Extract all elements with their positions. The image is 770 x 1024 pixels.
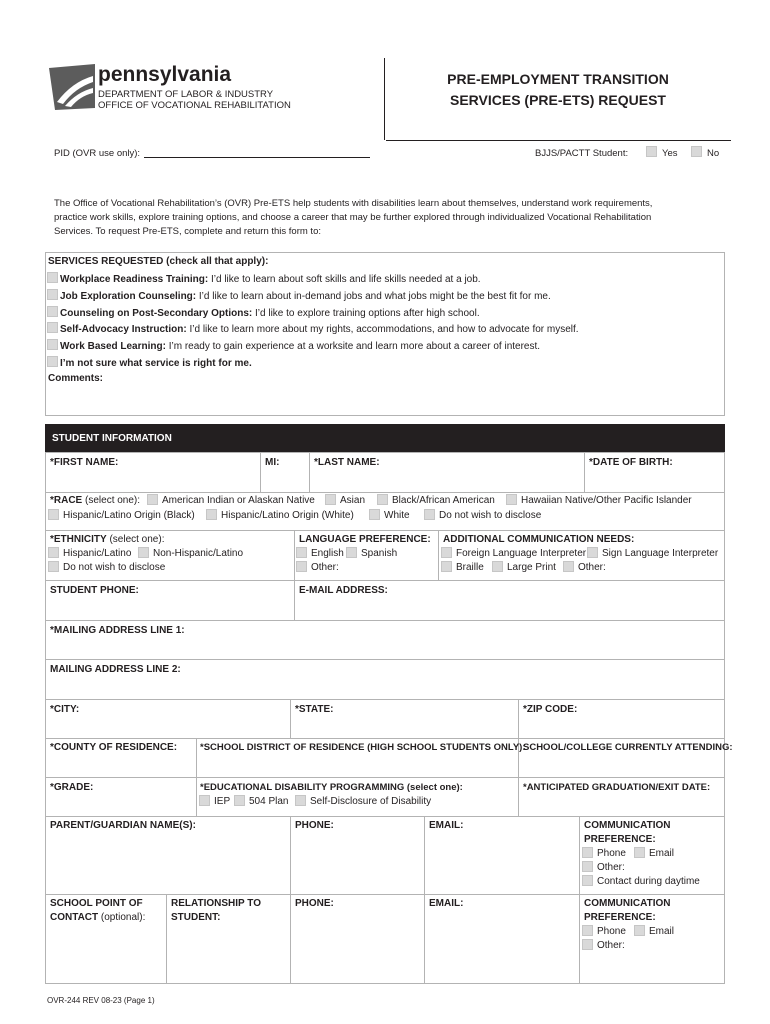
grid-line — [45, 894, 725, 895]
ethnicity-note: (select one): — [106, 534, 165, 545]
ethnicity-option: Non-Hispanic/Latino — [153, 548, 244, 559]
edu-checkbox-iep[interactable] — [199, 795, 210, 806]
ethnicity-checkbox-non-hispanic[interactable] — [138, 547, 149, 558]
relationship-label-2: STUDENT: — [171, 912, 221, 923]
bjjs-no-checkbox[interactable] — [691, 146, 702, 157]
grid-line — [424, 816, 425, 984]
service-checkbox[interactable] — [47, 356, 58, 367]
grid-line — [45, 816, 725, 817]
service-item-work-based[interactable] — [47, 339, 540, 353]
grid-line — [45, 620, 725, 621]
comm-option: Foreign Language Interpreter — [456, 548, 587, 559]
grid-line — [45, 580, 725, 581]
county-label: *COUNTY OF RESIDENCE: — [50, 742, 178, 753]
race-label: *RACE — [50, 495, 83, 506]
edu-option: Self-Disclosure of Disability — [310, 796, 432, 807]
race-option: Do not wish to disclose — [439, 510, 542, 521]
grid-line — [45, 738, 725, 739]
parent-phone-label: PHONE: — [295, 820, 334, 831]
parent-pref-daytime-checkbox[interactable] — [582, 875, 593, 886]
grid-line — [166, 894, 167, 984]
service-name: Work Based Learning: — [60, 341, 166, 352]
language-checkbox-other[interactable] — [296, 561, 307, 572]
parent-pref-daytime: Contact during daytime — [597, 876, 700, 887]
parent-pref-email: Email — [649, 848, 675, 859]
pa-logo — [47, 62, 97, 112]
service-item-self-advocacy[interactable] — [47, 322, 579, 336]
race-checkbox-american-indian[interactable] — [147, 494, 158, 505]
ethnicity-option: Hispanic/Latino — [63, 548, 132, 559]
ethnicity-label: *ETHNICITY — [50, 534, 107, 545]
parent-comm-pref-label-2: PREFERENCE: — [584, 834, 656, 845]
school-contact-note: (optional): — [98, 912, 146, 923]
race-option: Hawaiian Native/Other Pacific Islander — [521, 495, 692, 506]
department-line-2: OFFICE OF VOCATIONAL REHABILITATION — [98, 100, 291, 111]
service-item-job-exploration[interactable] — [47, 289, 551, 303]
comm-checkbox-large-print[interactable] — [492, 561, 503, 572]
contact-pref-other: Other: — [597, 940, 625, 951]
city-label: *CITY: — [50, 704, 80, 715]
edu-option: IEP — [214, 796, 231, 807]
race-checkbox-black[interactable] — [377, 494, 388, 505]
grid-line — [45, 492, 725, 493]
race-row — [50, 495, 140, 507]
grid-line — [45, 777, 725, 778]
edu-label: *EDUCATIONAL DISABILITY PROGRAMMING (select one): — [200, 782, 463, 793]
bjjs-yes-label: Yes — [662, 148, 678, 159]
relationship-label-1: RELATIONSHIP TO — [171, 898, 262, 909]
race-checkbox-hawaiian[interactable] — [506, 494, 517, 505]
student-email-label: E-MAIL ADDRESS: — [299, 585, 388, 596]
parent-pref-phone-checkbox[interactable] — [582, 847, 593, 858]
school-label: SCHOOL/COLLEGE CURRENTLY ATTENDING: — [523, 742, 733, 753]
parent-pref-phone: Phone — [597, 848, 626, 859]
service-name: Self-Advocacy Instruction: — [60, 324, 187, 335]
grad-date-label: *ANTICIPATED GRADUATION/EXIT DATE: — [523, 782, 711, 793]
edu-option: 504 Plan — [249, 796, 289, 807]
contact-pref-phone-checkbox[interactable] — [582, 925, 593, 936]
race-option: White — [384, 510, 410, 521]
parent-label: PARENT/GUARDIAN NAME(S): — [50, 820, 196, 831]
service-name: Workplace Readiness Training: — [60, 274, 209, 285]
school-contact-label-1: SCHOOL POINT OF — [50, 898, 143, 909]
language-option: Spanish — [361, 548, 398, 559]
address2-label: MAILING ADDRESS LINE 2: — [50, 664, 181, 675]
parent-email-label: EMAIL: — [429, 820, 464, 831]
contact-phone-label: PHONE: — [295, 898, 334, 909]
form-title-line-1: PRE-EMPLOYMENT TRANSITION — [447, 71, 669, 87]
race-checkbox-no-disclose[interactable] — [424, 509, 435, 520]
comm-checkbox-braille[interactable] — [441, 561, 452, 572]
race-option: Hispanic/Latino Origin (White) — [221, 510, 354, 521]
race-option: Hispanic/Latino Origin (Black) — [63, 510, 195, 521]
address1-label: *MAILING ADDRESS LINE 1: — [50, 625, 185, 636]
department-line-1: DEPARTMENT OF LABOR & INDUSTRY — [98, 89, 274, 100]
ethnicity-checkbox-hispanic[interactable] — [48, 547, 59, 558]
grid-line — [518, 699, 519, 816]
comm-needs-label: ADDITIONAL COMMUNICATION NEEDS: — [443, 534, 635, 545]
ethnicity-row — [50, 534, 164, 546]
grid-line — [45, 659, 725, 660]
comm-checkbox-other[interactable] — [563, 561, 574, 572]
last-name-label: *LAST NAME: — [314, 457, 380, 468]
brand-name: pennsylvania — [98, 63, 232, 86]
ethnicity-checkbox-no-disclose[interactable] — [48, 561, 59, 572]
comm-option: Braille — [456, 562, 484, 573]
form-code: OVR-244 REV 08-23 (Page 1) — [47, 996, 155, 1005]
race-note: (select one): — [82, 495, 141, 506]
parent-pref-other-checkbox[interactable] — [582, 861, 593, 872]
service-item-workplace[interactable] — [47, 272, 481, 286]
parent-pref-other: Other: — [597, 862, 625, 873]
contact-email-label: EMAIL: — [429, 898, 464, 909]
language-option: Other: — [311, 562, 339, 573]
service-checkbox[interactable] — [47, 339, 58, 350]
grid-line — [294, 530, 295, 620]
service-desc: I’m ready to gain experience at a worksite and learn more about a career of interest. — [168, 341, 541, 352]
grade-label: *GRADE: — [50, 782, 94, 793]
service-checkbox[interactable] — [47, 322, 58, 333]
comm-option: Sign Language Interpreter — [602, 548, 719, 559]
service-item-not-sure[interactable] — [47, 356, 252, 370]
race-option: Asian — [340, 495, 366, 506]
service-name: I’m not sure what service is right for me. — [60, 358, 252, 369]
edu-checkbox-504[interactable] — [234, 795, 245, 806]
service-desc: I’d like to explore training options after high school. — [255, 308, 480, 319]
comments-label: Comments: — [48, 373, 104, 384]
intro-line-1: The Office of Vocational Rehabilitation’s (OVR) Pre-ETS help students with disabilities learn about themselves, understand work requirements, — [54, 198, 653, 209]
grid-line — [290, 699, 291, 738]
state-label: *STATE: — [295, 704, 334, 715]
race-option: American Indian or Alaskan Native — [162, 495, 315, 506]
service-checkbox[interactable] — [47, 306, 58, 317]
grid-line — [438, 530, 439, 580]
bjjs-label: BJJS/PACTT Student: — [535, 148, 629, 159]
form-title-line-2: SERVICES (PRE-ETS) REQUEST — [449, 92, 666, 108]
grid-line — [309, 452, 310, 492]
service-item-post-secondary[interactable] — [47, 306, 480, 320]
parent-comm-pref-label-1: COMMUNICATION — [584, 820, 671, 831]
grid-line — [584, 452, 585, 492]
header-divider — [384, 58, 385, 140]
ethnicity-option: Do not wish to disclose — [63, 562, 166, 573]
pid-field[interactable] — [144, 146, 370, 158]
intro-paragraph — [54, 197, 652, 239]
service-desc: I’d like to learn about soft skills and life skills needed at a job. — [210, 274, 481, 285]
header-rule — [386, 140, 731, 141]
comm-checkbox-foreign[interactable] — [441, 547, 452, 558]
race-checkbox-hispanic-black[interactable] — [48, 509, 59, 520]
first-name-label: *FIRST NAME: — [50, 457, 119, 468]
student-phone-label: STUDENT PHONE: — [50, 585, 139, 596]
student-section-title: STUDENT INFORMATION — [52, 433, 172, 444]
dob-label: *DATE OF BIRTH: — [589, 457, 673, 468]
contact-comm-pref-label-1: COMMUNICATION — [584, 898, 671, 909]
service-desc: I’d like to learn more about my rights, accommodations, and how to advocate for myself. — [189, 324, 579, 335]
contact-pref-other-checkbox[interactable] — [582, 939, 593, 950]
comm-option: Other: — [578, 562, 606, 573]
comments-field[interactable] — [48, 386, 722, 414]
edu-checkbox-self-disclosure[interactable] — [295, 795, 306, 806]
service-name: Counseling on Post-Secondary Options: — [60, 308, 253, 319]
zip-label: *ZIP CODE: — [523, 704, 578, 715]
language-checkbox-spanish[interactable] — [346, 547, 357, 558]
language-option: English — [311, 548, 344, 559]
contact-pref-phone: Phone — [597, 926, 626, 937]
service-desc: I’d like to learn about in-demand jobs and what jobs might be the best fit for me. — [198, 291, 551, 302]
keystone-icon — [47, 62, 97, 112]
grid-line — [260, 452, 261, 492]
contact-pref-email: Email — [649, 926, 675, 937]
intro-line-3: Services. To request Pre-ETS, complete and return this form to: — [54, 226, 321, 237]
language-checkbox-english[interactable] — [296, 547, 307, 558]
grid-line — [45, 530, 725, 531]
race-checkbox-asian[interactable] — [325, 494, 336, 505]
bjjs-yes-checkbox[interactable] — [646, 146, 657, 157]
grid-line — [45, 699, 725, 700]
bjjs-no-label: No — [707, 148, 720, 159]
service-name: Job Exploration Counseling: — [60, 291, 197, 302]
contact-pref-email-checkbox[interactable] — [634, 925, 645, 936]
race-checkbox-hispanic-white[interactable] — [206, 509, 217, 520]
district-label: *SCHOOL DISTRICT OF RESIDENCE (HIGH SCHOOL STUDENTS ONLY): — [200, 742, 526, 753]
comm-option: Large Print — [507, 562, 556, 573]
race-option: Black/African American — [392, 495, 495, 506]
service-checkbox[interactable] — [47, 272, 58, 283]
school-contact-word: CONTACT — [50, 912, 99, 923]
comm-checkbox-sign[interactable] — [587, 547, 598, 558]
pid-label: PID (OVR use only): — [54, 148, 141, 159]
contact-comm-pref-label-2: PREFERENCE: — [584, 912, 656, 923]
service-checkbox[interactable] — [47, 289, 58, 300]
intro-line-2: practice work skills, explore training options, and choose a career that may be further explored through individualized Vocational Rehabilitation — [54, 212, 652, 223]
parent-pref-email-checkbox[interactable] — [634, 847, 645, 858]
services-heading: SERVICES REQUESTED (check all that apply): — [48, 256, 269, 267]
mi-label: MI: — [265, 457, 280, 468]
race-checkbox-white[interactable] — [369, 509, 380, 520]
grid-line — [579, 816, 580, 984]
language-label: LANGUAGE PREFERENCE: — [299, 534, 431, 545]
grid-line — [290, 816, 291, 984]
school-contact-label-2 — [50, 912, 145, 924]
